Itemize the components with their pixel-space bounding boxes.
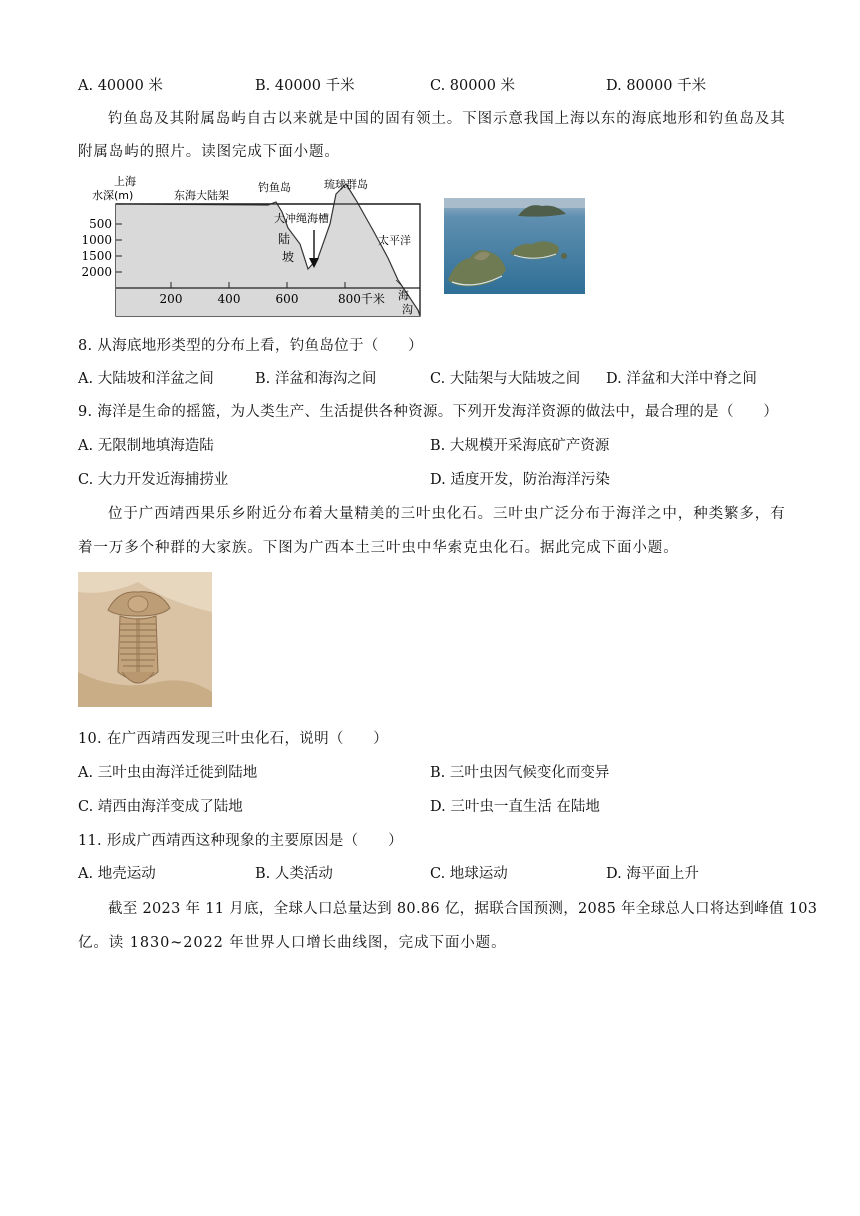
q7-option-a: A. 40000 米 bbox=[78, 78, 163, 94]
q8-option-c: C. 大陆架与大陆坡之间 bbox=[430, 371, 581, 387]
q11-option-d: D. 海平面上升 bbox=[606, 866, 699, 882]
q11-option-b: B. 人类活动 bbox=[255, 866, 333, 882]
q10-stem: 10. 在广西靖西发现三叶虫化石，说明（ ） bbox=[78, 731, 389, 747]
q9-stem: 9. 海洋是生命的摇篮，为人类生产、生活提供各种资源。下列开发海洋资源的做法中，最合理的是（ ） bbox=[78, 404, 779, 420]
q7-option-c: C. 80000 米 bbox=[430, 78, 516, 94]
label-depth: 水深(m) bbox=[92, 189, 134, 202]
label-ryukyu: 琉球群岛 bbox=[324, 178, 368, 191]
q8-stem: 8. 从海底地形类型的分布上看，钓鱼岛位于（ ） bbox=[78, 338, 423, 354]
q11-option-a: A. 地壳运动 bbox=[78, 866, 156, 882]
y-tick-1000: 1000 bbox=[81, 233, 112, 247]
label-pacific: 太平洋 bbox=[378, 234, 411, 247]
q10-option-d: D. 三叶虫一直生活 在陆地 bbox=[430, 799, 600, 815]
intro-diaoyu-line1: 钓鱼岛及其附属岛屿自古以来就是中国的固有领土。下图示意我国上海以东的海底地形和钓鱼岛及其 bbox=[108, 111, 786, 127]
q11-stem: 11. 形成广西靖西这种现象的主要原因是（ ） bbox=[78, 833, 403, 849]
q7-option-b: B. 40000 千米 bbox=[255, 78, 355, 94]
intro-population-line2: 亿。读 1830~2022 年世界人口增长曲线图，完成下面小题。 bbox=[78, 935, 507, 951]
q9-option-b: B. 大规模开采海底矿产资源 bbox=[430, 438, 610, 454]
q7-option-d: D. 80000 千米 bbox=[606, 78, 707, 94]
label-okinawa-trough: 大冲绳海槽 bbox=[274, 212, 329, 225]
q10-option-a: A. 三叶虫由海洋迁徙到陆地 bbox=[78, 765, 258, 781]
label-slope-1: 陆 bbox=[278, 232, 291, 246]
q9-option-c: C. 大力开发近海捕捞业 bbox=[78, 472, 229, 488]
x-tick-400: 400 bbox=[217, 292, 241, 306]
label-trench-1: 海 bbox=[398, 289, 409, 302]
q9-option-d: D. 适度开发，防治海洋污染 bbox=[430, 472, 610, 488]
label-trench-2: 沟 bbox=[402, 303, 413, 316]
label-slope-2: 坡 bbox=[282, 250, 295, 264]
label-continental-shelf: 东海大陆架 bbox=[174, 189, 229, 202]
q11-option-c: C. 地球运动 bbox=[430, 866, 508, 882]
y-tick-2000: 2000 bbox=[81, 265, 112, 279]
x-tick-200: 200 bbox=[159, 292, 183, 306]
label-shanghai: 上海 bbox=[114, 175, 136, 188]
q10-option-b: B. 三叶虫因气候变化而变异 bbox=[430, 765, 610, 781]
intro-population-line1: 截至 2023 年 11 月底，全球人口总量达到 80.86 亿，据联合国预测，2085 年全球总人口将达到峰值 103 bbox=[108, 901, 818, 917]
y-tick-1500: 1500 bbox=[81, 249, 112, 263]
q8-option-b: B. 洋盆和海沟之间 bbox=[255, 371, 377, 387]
label-diaoyu: 钓鱼岛 bbox=[258, 181, 291, 194]
x-tick-800: 800千米 bbox=[338, 292, 385, 306]
diaoyu-islands-photo bbox=[444, 198, 585, 294]
q9-option-a: A. 无限制地填海造陆 bbox=[78, 438, 214, 454]
y-tick-500: 500 bbox=[89, 217, 112, 231]
intro-trilobite-line1: 位于广西靖西果乐乡附近分布着大量精美的三叶虫化石。三叶虫广泛分布于海洋之中，种类繁多，有 bbox=[108, 506, 786, 522]
intro-diaoyu-line2: 附属岛屿的照片。读图完成下面小题。 bbox=[78, 144, 340, 160]
q8-option-a: A. 大陆坡和洋盆之间 bbox=[78, 371, 214, 387]
intro-trilobite-line2: 着一万多个种群的大家族。下图为广西本土三叶虫中华索克虫化石。据此完成下面小题。 bbox=[78, 540, 679, 556]
q8-option-d: D. 洋盆和大洋中脊之间 bbox=[606, 371, 757, 387]
x-tick-600: 600 bbox=[275, 292, 299, 306]
seafloor-profile-figure bbox=[78, 172, 430, 318]
q10-option-c: C. 靖西由海洋变成了陆地 bbox=[78, 799, 243, 815]
trilobite-fossil-photo bbox=[78, 572, 212, 707]
